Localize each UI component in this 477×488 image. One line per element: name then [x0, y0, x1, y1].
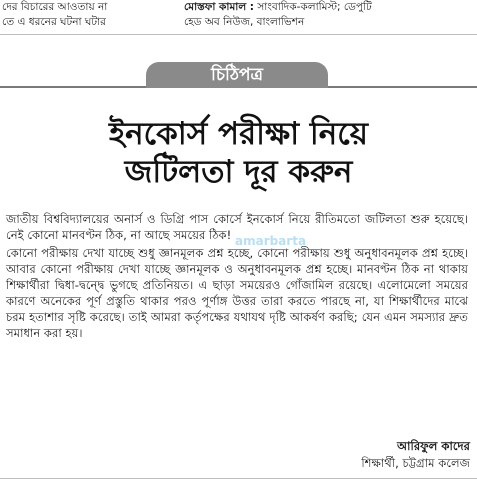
- author-role: সাংবাদিক-কলামিস্ট; ডেপুটি: [254, 1, 372, 13]
- author-role-line: হেড অব নিউজ, বাংলাভিশন: [184, 16, 305, 28]
- author-credit-line: [184, 0, 477, 15]
- previous-article-snippet: [2, 0, 167, 30]
- headline-line-1: ইনকোর্স পরীক্ষা নিয়ে: [109, 116, 368, 152]
- author-name: মোস্তফা কামাল :: [184, 1, 255, 13]
- author-credit-snippet: [184, 0, 477, 30]
- headline-line-2: জটিলতা দূর করুন: [124, 154, 353, 190]
- snippet-line: দের বিচারের আওতায় না: [2, 1, 108, 13]
- signature-block: [260, 438, 470, 472]
- section-label: চিঠিপত্র: [146, 62, 328, 88]
- bottom-divider: [0, 478, 477, 479]
- writer-affiliation: শিক্ষার্থী, চট্টগ্রাম কলেজ: [361, 456, 470, 470]
- writer-name: আরিফুল কাদের: [397, 439, 470, 453]
- paragraph: কোনো পরীক্ষায় দেখা যাচ্ছে শুধু জ্ঞানমূলক প্রশ্ন হচ্ছে, কোনো পরীক্ষায় শুধু অনুধাবনমূলক প্রশ্ন হচ্ছে। আবার কোনো পরীক্ষায় দেখা যাচ্ছে জ্ঞানমূলক ও অনুধাবনমূলক প্রশ্ন হচ্ছে। মানবণ্টন ঠিক না থাকায় শিক্ষার্থীরা দ্বিধা-দ্বন্দ্বে ভুগছে প্রতিনিয়ত। এ ছাড়া সময়েরও গোঁজামিল রয়েছে। এলোমেলো সময়ের কারণে অনেকের পূর্ণ প্রস্তুতি থাকার পরও পূর্ণাঙ্গ উত্তর তারা করতে পারছে না, যা শিক্ষার্থীদের মাঝে চরম হতাশার সৃষ্টি করেছে। তাই আমরা কর্তৃপক্ষের যথাযথ দৃষ্টি আকর্ষণ করছি; যেন এমন সমস্যার দ্রুত সমাধান করা হয়।: [6, 246, 468, 340]
- section-header: [0, 62, 477, 88]
- letter-body: [6, 211, 468, 343]
- snippet-line: তে এ ধরনের ঘটনা ঘটার: [2, 16, 106, 28]
- previous-articles-strip: [0, 0, 477, 34]
- top-divider: [0, 34, 477, 35]
- watermark-logo: amarbarta: [235, 234, 307, 248]
- paragraph: জাতীয় বিশ্ববিদ্যালয়ের অনার্স ও ডিগ্রি পাস কোর্সে ইনকোর্স নিয়ে রীতিমতো জটিলতা শুরু হয়েছে। নেই কোনো মানবণ্টন ঠিক, না আছে সময়ের ঠিক!: [6, 212, 468, 242]
- headline: [0, 115, 477, 191]
